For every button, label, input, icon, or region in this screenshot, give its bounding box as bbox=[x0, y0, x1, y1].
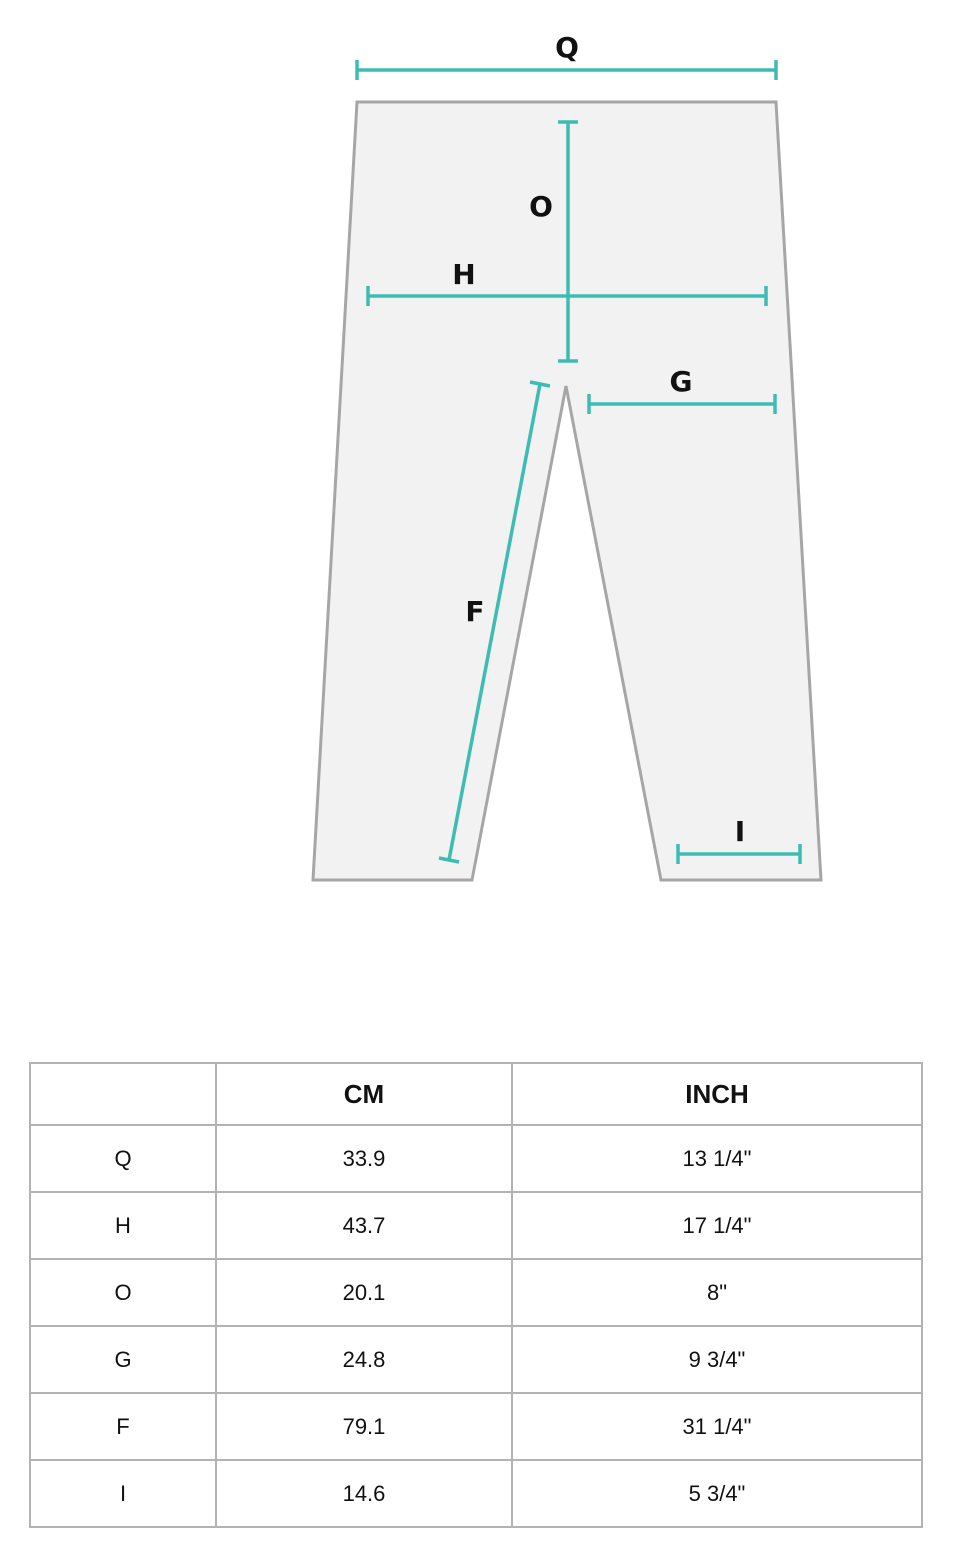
row-inch: 8" bbox=[512, 1259, 922, 1326]
row-label: H bbox=[30, 1192, 216, 1259]
row-inch: 5 3/4" bbox=[512, 1460, 922, 1527]
row-label: G bbox=[30, 1326, 216, 1393]
row-inch: 9 3/4" bbox=[512, 1326, 922, 1393]
row-cm: 79.1 bbox=[216, 1393, 512, 1460]
label-f: F bbox=[465, 595, 485, 628]
row-cm: 14.6 bbox=[216, 1460, 512, 1527]
table-row bbox=[30, 1259, 922, 1326]
label-h: H bbox=[452, 258, 476, 291]
label-o: O bbox=[529, 190, 553, 223]
table-header-row bbox=[30, 1063, 922, 1125]
row-cm: 24.8 bbox=[216, 1326, 512, 1393]
row-label: F bbox=[30, 1393, 216, 1460]
row-label: I bbox=[30, 1460, 216, 1527]
header-cm: CM bbox=[216, 1063, 512, 1125]
label-i: I bbox=[734, 815, 746, 848]
row-inch: 17 1/4" bbox=[512, 1192, 922, 1259]
header-empty bbox=[30, 1063, 216, 1125]
header-inch: INCH bbox=[512, 1063, 922, 1125]
table-row bbox=[30, 1393, 922, 1460]
row-inch: 13 1/4" bbox=[512, 1125, 922, 1192]
row-cm: 33.9 bbox=[216, 1125, 512, 1192]
row-label: O bbox=[30, 1259, 216, 1326]
table-row bbox=[30, 1125, 922, 1192]
row-inch: 31 1/4" bbox=[512, 1393, 922, 1460]
label-g: G bbox=[669, 365, 693, 398]
row-label: Q bbox=[30, 1125, 216, 1192]
size-chart-table bbox=[29, 1062, 923, 1528]
table-row bbox=[30, 1460, 922, 1527]
row-cm: 20.1 bbox=[216, 1259, 512, 1326]
row-cm: 43.7 bbox=[216, 1192, 512, 1259]
table-row bbox=[30, 1192, 922, 1259]
table-row bbox=[30, 1326, 922, 1393]
label-q: Q bbox=[555, 31, 579, 64]
